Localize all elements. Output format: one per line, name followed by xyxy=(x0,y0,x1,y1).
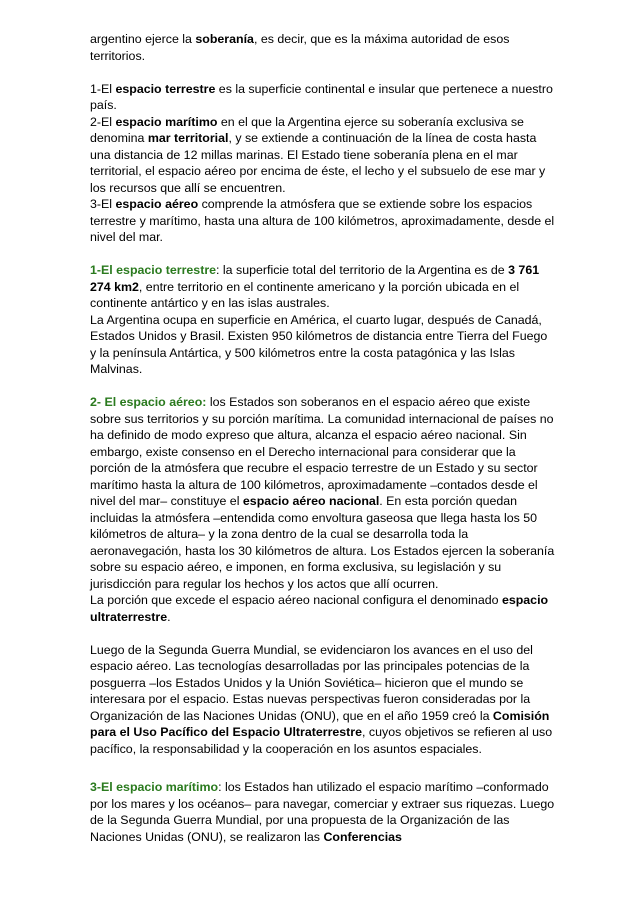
text-run: argentino ejerce la xyxy=(90,32,196,46)
text-run: , y se extiende a continuación de la línea de costa hasta una distancia de 12 millas marinas. El Estado tiene soberanía plena en el mar territorial, el espacio aéreo por encima de éste, el lecho y el subsuelo de ese mar y los recursos que allí se encuentren. xyxy=(90,131,546,195)
spacer xyxy=(90,64,555,81)
list-number: 2-El xyxy=(90,114,116,129)
text-run: Luego de la Segunda Guerra Mundial, se evidenciaron los avances en el uso del espacio aéreo. Las tecnologías desarrolladas por las principales potencias de la posguerra –los Estados Unidos y la Unión Soviética– hicieron que el mundo se interesara por el espacio. Estas nuevas perspectivas fueron consideradas por la Organización de las Naciones Unidas (ONU), que en el año 1959 creó la xyxy=(90,642,533,723)
term-comision: Comisión para el Uso Pacífico del Espacio Ultraterrestre xyxy=(90,708,550,739)
terrestre-line-2: La Argentina ocupa en superficie en América, el cuarto lugar, después de Canadá, xyxy=(90,312,542,327)
term-espacio-aereo-nacional: espacio aéreo nacional xyxy=(242,494,380,508)
term-mar-territorial: mar territorial xyxy=(147,131,229,145)
text-run: es la superficie continental e insular que pertenece a nuestro país. xyxy=(90,81,553,112)
section-terrestre xyxy=(90,262,555,312)
text-run: los Estados son soberanos en el espacio aéreo que existe sobre sus territorios y su porción marítima. La comunidad internacional de países no ha definido de modo expreso que altura, alcanza el espacio aéreo nacional. Sin embargo, existe consenso en el Derecho internacional para considerar que la porción de la atmósfera que recubre el espacio terrestre de un Estado y su sector marítimo hasta la altura de 100 kilómetros, aproximadamente –contados desde el nivel del mar– constituye el xyxy=(90,395,554,508)
intro-paragraph xyxy=(90,31,555,64)
list-number: 1-El xyxy=(90,81,116,96)
list-item-1 xyxy=(90,81,555,114)
term-conferencias: Conferencias xyxy=(323,829,402,844)
list-item-3 xyxy=(90,196,555,246)
term-soberania: soberanía xyxy=(195,32,254,46)
section-maritimo xyxy=(90,779,555,845)
document-page xyxy=(90,31,555,845)
list-item-2 xyxy=(90,114,555,197)
spacer xyxy=(90,625,555,642)
term-espacio-ultraterrestre: espacio ultraterrestre xyxy=(90,593,549,624)
term-espacio-aereo: espacio aéreo xyxy=(115,197,199,211)
text-run: , entre territorio en el continente americano y la porción ubicada en el continente antártico y en las islas australes. xyxy=(90,279,520,310)
list-number: 3-El xyxy=(90,197,116,211)
section-heading-maritimo: 3-El espacio marítimo xyxy=(90,780,219,794)
section-heading-terrestre: 1-El espacio terrestre xyxy=(90,263,217,277)
text-run: en el que la Argentina ejerce su soberanía exclusiva se denomina xyxy=(90,114,524,145)
text-run: . En esta porción quedan incluidas la atmósfera –entendida como envoltura gaseosa que llega hasta los 50 kilómetros de altura– y la zona dentro de la cual se desarrolla toda la aeronavegación, hasta los 30 kilómetros de altura. Los Estados ejercen la soberanía sobre su espacio aéreo, e imponen, en forma exclusiva, su legislación y su jurisdicción para regular los hechos y los actos que allí ocurren. xyxy=(90,494,555,591)
area-value: 3 761 274 km2 xyxy=(90,263,540,294)
term-espacio-maritimo: espacio marítimo xyxy=(115,114,218,129)
text-run: La porción que excede el espacio aéreo nacional configura el denominado xyxy=(90,593,502,607)
text-run: . xyxy=(167,609,171,624)
text-run: comprende la atmósfera que se extiende sobre los espacios terrestre y marítimo, hasta una altura de 100 kilómetros, aproximadamente, desde el nivel del mar. xyxy=(90,197,555,244)
terrestre-line-3: Estados Unidos y Brasil. Existen 950 kilómetros de distancia entre Tierra del Fuego y la península Antártica, y 500 kilómetros entre la costa patagónica y las Islas Malvinas. xyxy=(90,329,548,376)
text-run: , es decir, que es la máxima autoridad de esos territorios. xyxy=(90,32,510,63)
text-run: : los Estados han utilizado el espacio marítimo –conformado por los mares y los océanos– para navegar, comerciar y extraer sus riquezas. Luego de la Segunda Guerra Mundial, por una propuesta de la Organización de las Naciones Unidas (ONU), se realizaron las xyxy=(90,780,555,844)
text-run: , cuyos objetivos se refieren al uso pacífico, la responsabilidad y la cooperación en los asuntos espaciales. xyxy=(90,725,553,756)
term-espacio-terrestre: espacio terrestre xyxy=(115,81,216,96)
spacer xyxy=(90,378,555,395)
spacer xyxy=(90,757,555,779)
aereo-line-2 xyxy=(90,592,555,625)
paragraph-posguerra xyxy=(90,642,555,758)
section-heading-aereo: 2- El espacio aéreo: xyxy=(90,395,207,409)
spacer xyxy=(90,246,555,263)
section-aereo xyxy=(90,394,555,592)
text-run: : la superficie total del territorio de la Argentina es de xyxy=(216,263,509,277)
